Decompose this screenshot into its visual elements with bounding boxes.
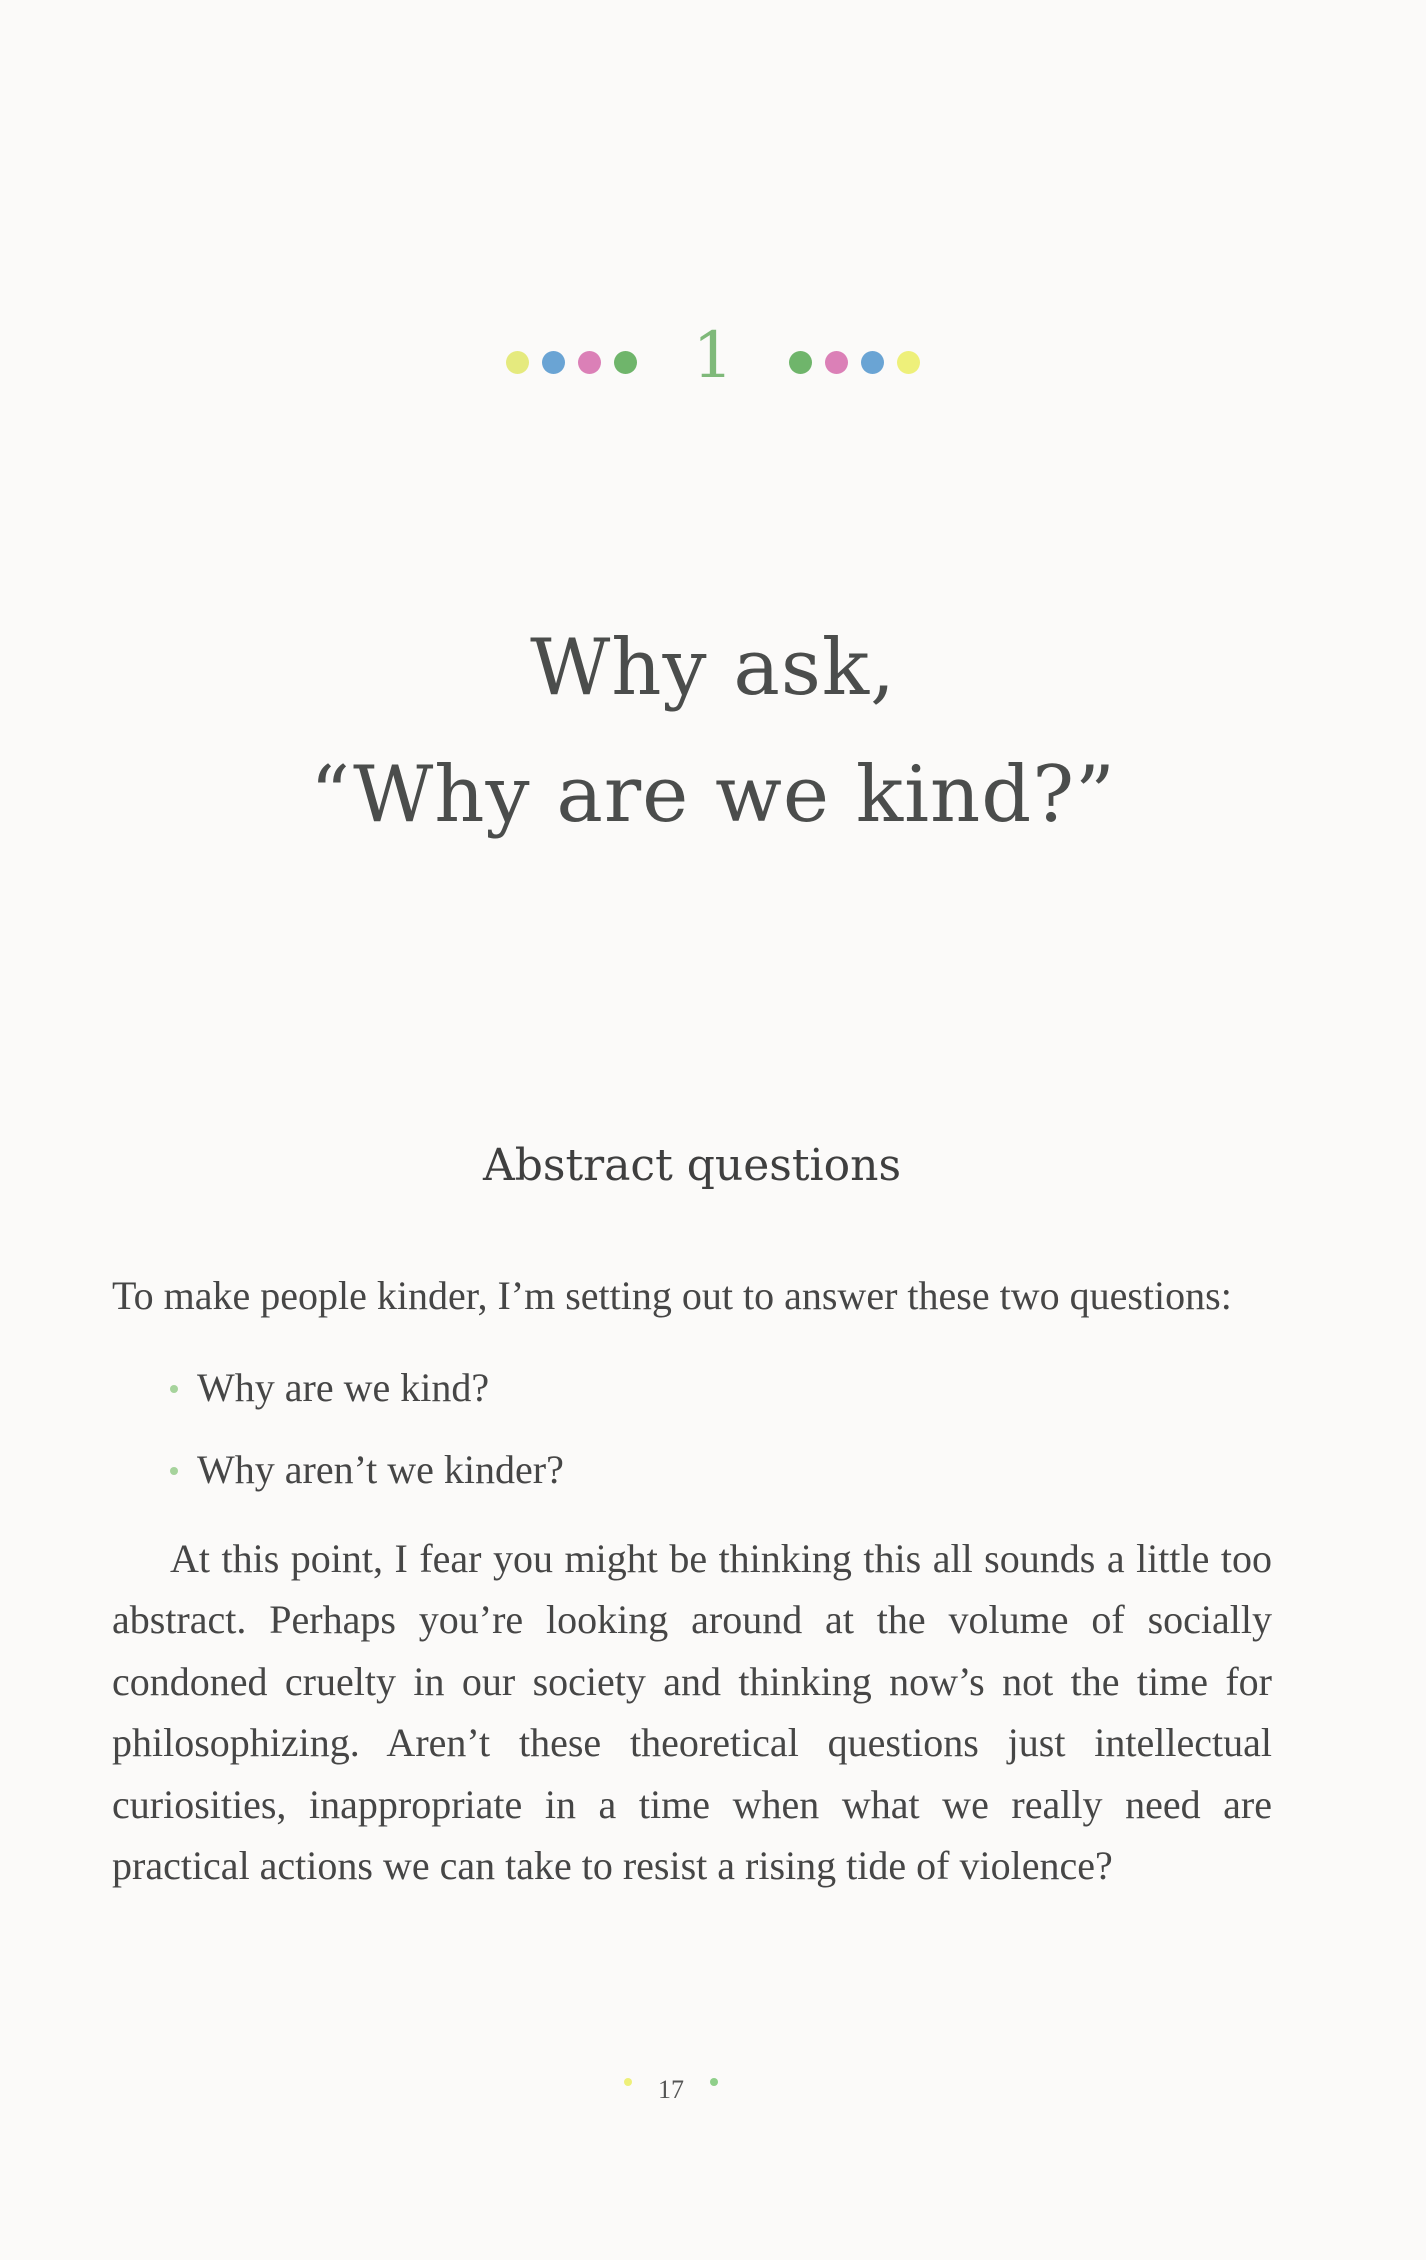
yellow-dot [897, 351, 920, 374]
yellow-dot [506, 351, 529, 374]
left-decorative-dots [506, 351, 637, 374]
pink-dot [578, 351, 601, 374]
bullet-dot-icon [170, 1385, 178, 1393]
list-item [170, 1347, 1272, 1429]
pink-dot [825, 351, 848, 374]
chapter-title [0, 605, 1426, 859]
question-list [112, 1347, 1272, 1511]
page-footer [0, 2075, 1342, 2105]
blue-dot [861, 351, 884, 374]
list-item [170, 1429, 1272, 1511]
body-text [112, 1265, 1272, 1897]
list-item-text: Why aren’t we kinder? [197, 1446, 564, 1492]
green-dot [789, 351, 812, 374]
chapter-header [0, 319, 1426, 394]
bullet-dot-icon [170, 1467, 178, 1475]
chapter-title-line-2: “Why are we kind?” [310, 750, 1116, 840]
body-paragraph: At this point, I fear you might be thinking this all sounds a little too abstract. Perhaps you’re looking around at the volume of socially condoned cruelty in our society and thinking now’s not the time for philosophizing. Aren’t these theoretical questions just intellectual curiosities, inappropriate in a time when what we really need are practical actions we can take to resist a rising tide of violence? [112, 1535, 1272, 1888]
chapter-title-line-1: Why ask, [530, 623, 896, 713]
section-heading: Abstract questions [482, 1140, 902, 1191]
green-dot [614, 351, 637, 374]
footer-right-dot [710, 2078, 718, 2086]
blue-dot [542, 351, 565, 374]
intro-paragraph: To make people kinder, I’m setting out to answer these two questions: [112, 1273, 1232, 1318]
right-decorative-dots [789, 351, 920, 374]
list-item-text: Why are we kind? [197, 1364, 490, 1410]
page-number: 17 [658, 2075, 684, 2104]
chapter-number: 1 [692, 319, 734, 393]
footer-left-dot [624, 2078, 632, 2086]
